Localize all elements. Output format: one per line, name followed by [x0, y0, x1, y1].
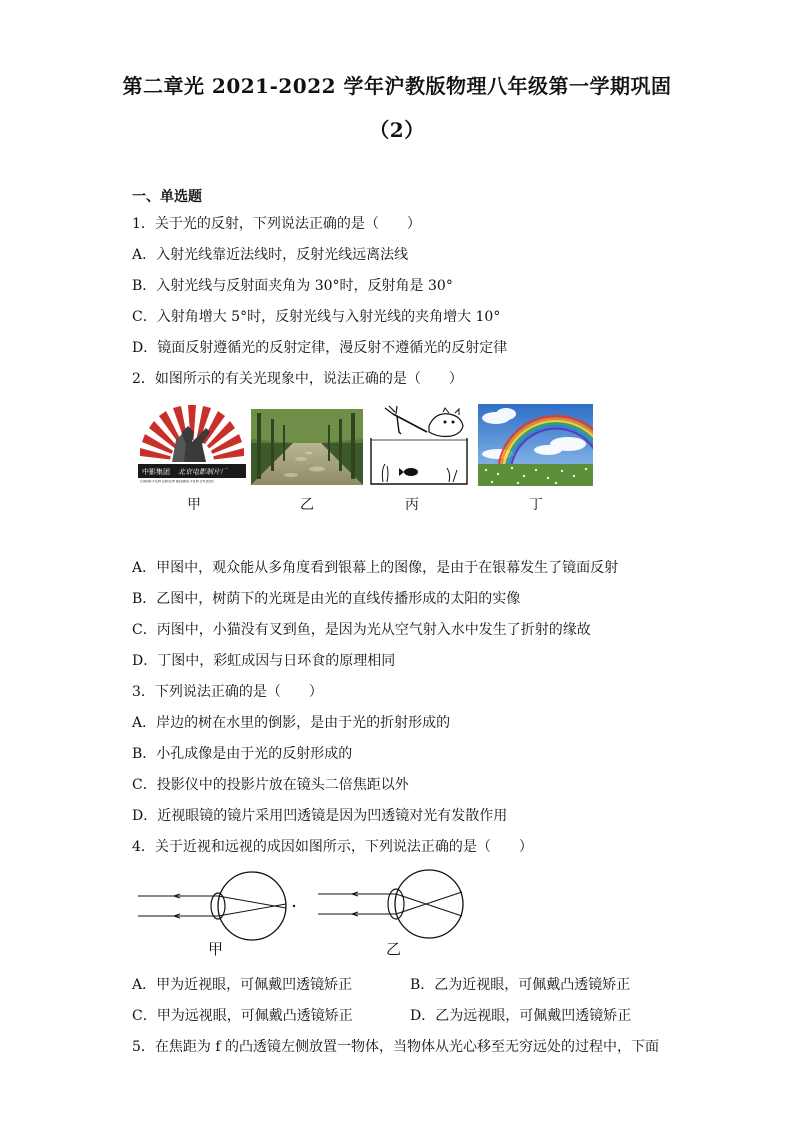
- q3-option-c: C．投影仪中的投影片放在镜头二倍焦距以外: [132, 777, 409, 793]
- q2-caption-jia: 甲: [187, 497, 201, 513]
- q2-caption-yi: 乙: [300, 497, 314, 513]
- q4-stem: 4．关于近视和远视的成因如图所示，下列说法正确的是（ ）: [132, 839, 533, 855]
- logo-text-english: CHINA FILM GROUP BEIJING FILM STUDIO: [140, 479, 214, 484]
- q3-option-d: D．近视眼镜的镜片采用凹透镜是因为凹透镜对光有发散作用: [132, 808, 508, 824]
- q2-caption-ding: 丁: [529, 497, 543, 513]
- q2-caption-bing: 丙: [405, 497, 419, 513]
- film-studio-logo-image: [138, 404, 246, 484]
- eye-diagram-yi: [314, 866, 484, 958]
- q2-stem: 2．如图所示的有关光现象中，说法正确的是（ ）: [132, 371, 463, 387]
- q2-option-b: B．乙图中，树荫下的光斑是由光的直线传播形成的太阳的实像: [132, 591, 521, 607]
- eye-caption-jia: 甲: [208, 940, 224, 958]
- q1-option-d: D．镜面反射遵循光的反射定律，漫反射不遵循光的反射定律: [132, 340, 508, 356]
- q2-option-d: D．丁图中，彩虹成因与日环食的原理相同: [132, 653, 396, 669]
- q1-option-a: A．入射光线靠近法线时，反射光线远离法线: [132, 247, 409, 263]
- q5-stem: 5．在焦距为 f 的凸透镜左侧放置一物体，当物体从光心移至无穷远处的过程中，下面: [132, 1039, 659, 1055]
- q4-option-c: C．甲为远视眼，可佩戴凸透镜矫正: [132, 1008, 353, 1024]
- q3-option-a: A．岸边的树在水里的倒影，是由于光的折射形成的: [132, 715, 451, 731]
- q1-stem: 1．关于光的反射，下列说法正确的是（ ）: [132, 216, 421, 232]
- logo-text-studio: 北京电影制片厂: [178, 468, 227, 476]
- cat-fishing-sketch: [367, 404, 473, 486]
- eye-diagram-jia: [134, 868, 304, 958]
- logo-text-group: 中影集团: [142, 468, 170, 476]
- section-heading-single-choice: 一、单选题: [132, 189, 202, 205]
- q1-option-b: B．入射光线与反射面夹角为 30°时，反射角是 30°: [132, 278, 453, 294]
- eye-caption-yi: 乙: [386, 940, 402, 958]
- q3-stem: 3．下列说法正确的是（ ）: [132, 684, 323, 700]
- q4-option-b: B．乙为近视眼，可佩戴凸透镜矫正: [410, 977, 631, 993]
- q2-option-a: A．甲图中，观众能从多角度看到银幕上的图像，是由于在银幕发生了镜面反射: [132, 560, 619, 576]
- document-title-line1: 第二章光 2021-2022 学年沪教版物理八年级第一学期巩固: [122, 74, 672, 98]
- tree-avenue-photo: [251, 409, 363, 485]
- q2-option-c: C．丙图中，小猫没有叉到鱼，是因为光从空气射入水中发生了折射的缘故: [132, 622, 591, 638]
- q4-option-d: D．乙为远视眼，可佩戴凹透镜矫正: [410, 1008, 632, 1024]
- q4-option-a: A．甲为近视眼，可佩戴凹透镜矫正: [132, 977, 353, 993]
- q1-option-c: C．入射角增大 5°时，反射光线与入射光线的夹角增大 10°: [132, 309, 501, 325]
- q3-option-b: B．小孔成像是由于光的反射形成的: [132, 746, 353, 762]
- document-title-line2: （2）: [369, 118, 425, 142]
- rainbow-photo: [478, 404, 593, 486]
